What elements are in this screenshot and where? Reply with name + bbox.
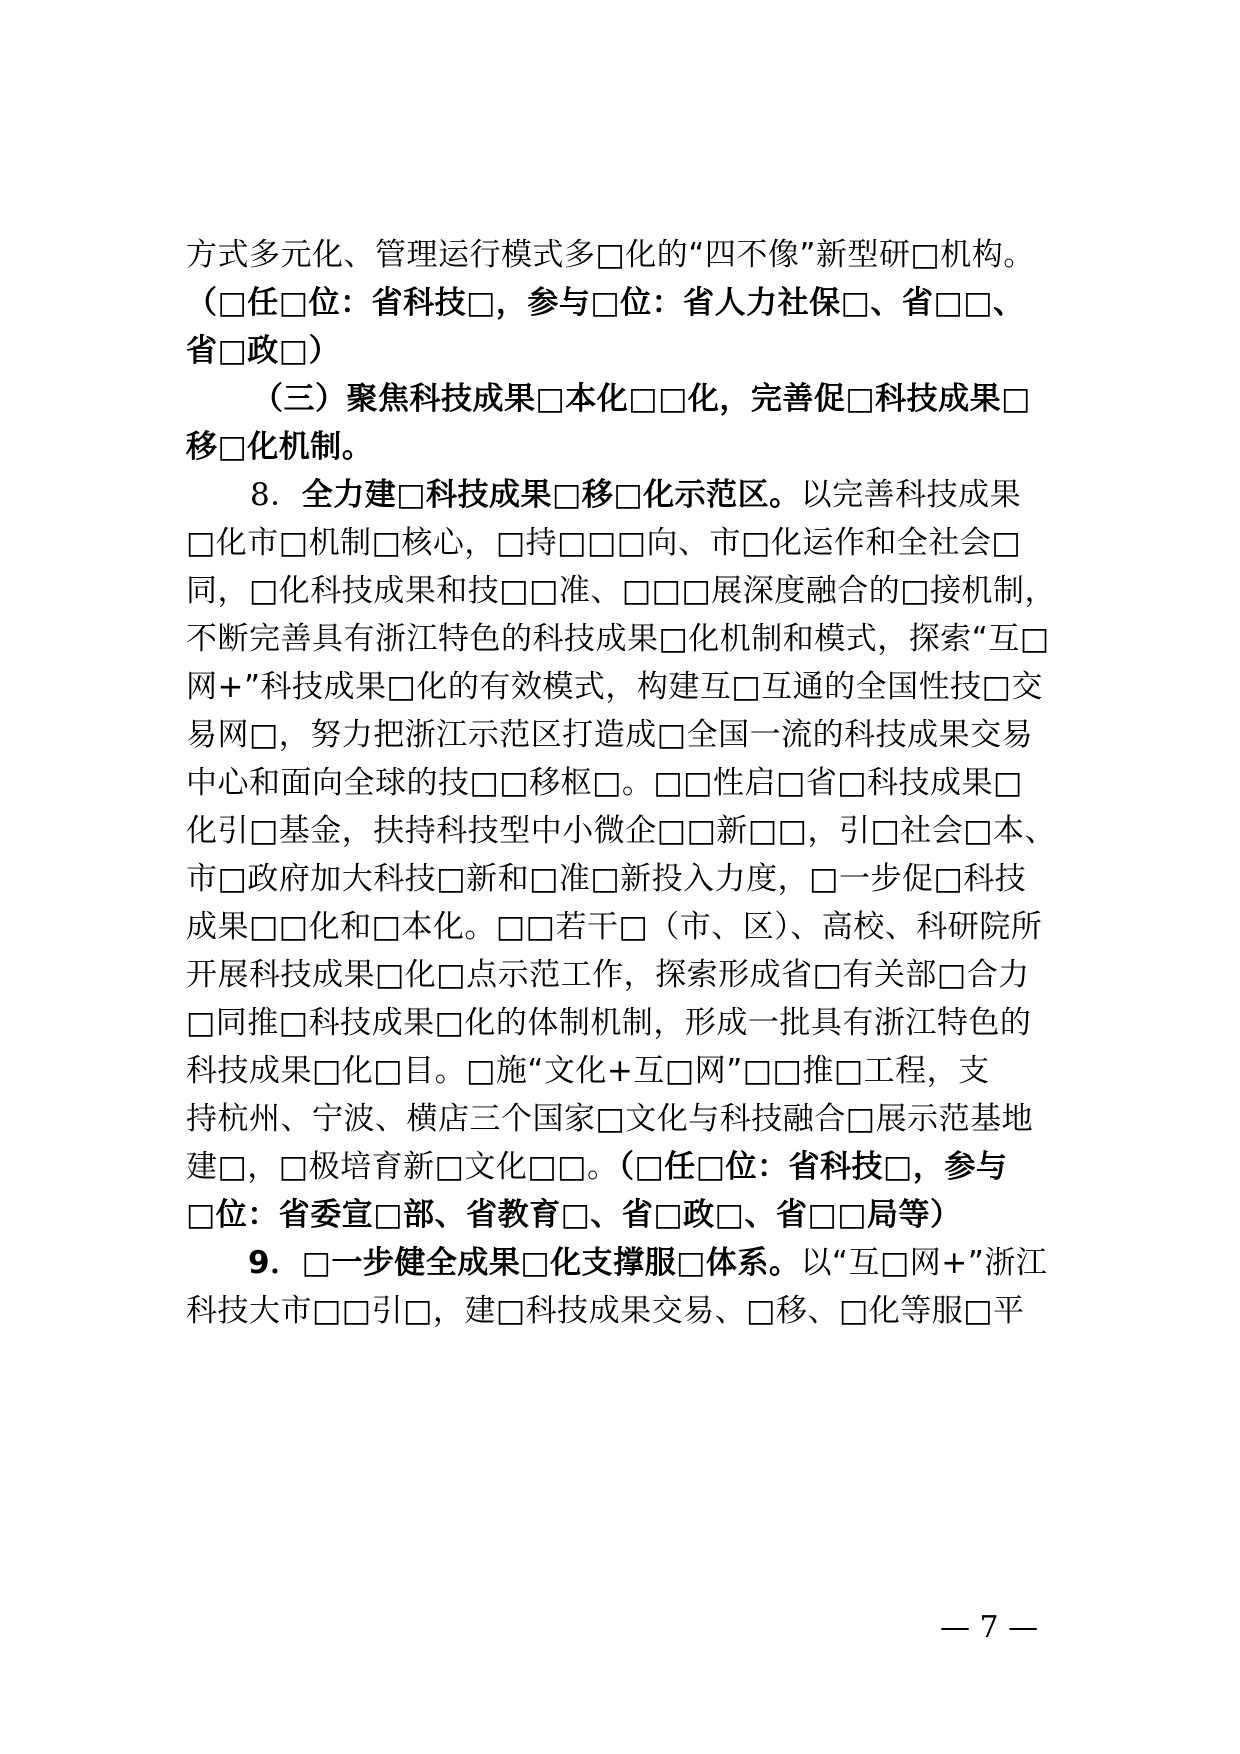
text-segment: □化市□机制□核心，□持□□□向、市□化运作和全社会□ <box>186 525 1022 561</box>
section-heading: （三）聚焦科技成果□本化□□化，完善促□科技成果□ <box>252 381 1031 417</box>
responsibility-note: （□任□位：省科技□，参与 <box>618 1149 1008 1185</box>
page-number: — 7 — <box>940 1610 1039 1645</box>
text-line <box>186 1140 1060 1194</box>
section-heading-line <box>252 372 1060 426</box>
item-title: 全力建□科技成果□移□化示范区。 <box>301 477 801 513</box>
text-line <box>186 564 1060 618</box>
section-heading-line <box>186 420 1060 474</box>
text-line <box>186 852 1060 906</box>
text-segment: □同推□科技成果□化的体制机制，形成一批具有浙江特色的 <box>186 1005 1032 1041</box>
text-segment: 以“互□网+”浙江 <box>800 1245 1048 1281</box>
text-line <box>186 996 1060 1050</box>
text-line <box>186 228 1060 282</box>
text-segment: 科技大市□□引□，建□科技成果交易、□移、□化等服□平 <box>186 1293 1025 1329</box>
text-line <box>186 1188 1060 1242</box>
text-line <box>186 708 1060 762</box>
text-line <box>186 1044 1060 1098</box>
text-segment: 方式多元化、管理运行模式多□化的“四不像”新型研□机构。 <box>186 237 1035 273</box>
text-line <box>186 276 1060 330</box>
responsibility-note: 省□政□） <box>186 333 341 369</box>
text-segment: 开展科技成果□化□点示范工作，探索形成省□有关部□合力 <box>186 957 1030 993</box>
item-heading-line <box>250 468 1060 522</box>
text-segment: 同，□化科技成果和技□□准、□□□展深度融合的□接机制， <box>186 573 1057 609</box>
responsibility-note: （□任□位：省科技□，参与□位：省人力社保□、省□□、 <box>186 285 1025 321</box>
text-line <box>186 804 1060 858</box>
text-line <box>186 756 1060 810</box>
item-number: 8． <box>250 477 302 513</box>
text-segment: 中心和面向全球的技□□移枢□。□□性启□省□科技成果□ <box>186 765 1023 801</box>
text-line <box>186 612 1060 666</box>
text-line <box>186 1092 1060 1146</box>
text-segment: 以完善科技成果 <box>800 477 1022 513</box>
section-heading: 移□化机制。 <box>186 429 374 465</box>
text-line <box>186 948 1060 1002</box>
text-segment: 建□，□极培育新□文化□□。 <box>186 1149 619 1185</box>
text-segment: 网+”科技成果□化的有效模式，构建互□互通的全国性技□交 <box>186 669 1043 705</box>
text-line <box>186 1284 1060 1338</box>
text-segment: 持杭州、宁波、横店三个国家□文化与科技融合□展示范基地 <box>186 1101 1034 1137</box>
text-line <box>186 900 1060 954</box>
text-line <box>186 324 1060 378</box>
text-segment: 化引□基金，扶持科技型中小微企□□新□□，引□社会□本、 <box>186 813 1057 849</box>
item-title: 9．□一步健全成果□化支撑服□体系。 <box>248 1245 801 1281</box>
text-segment: 科技成果□化□目。□施“文化+互□网”□□推□工程，支 <box>186 1053 990 1089</box>
text-line <box>186 660 1060 714</box>
responsibility-note: □位：省委宣□部、省教育□、省□政□、省□□局等） <box>186 1197 962 1233</box>
item-heading-line <box>248 1236 1060 1290</box>
text-segment: 市□政府加大科技□新和□准□新投入力度，□一步促□科技 <box>186 861 1027 897</box>
text-segment: 易网□，努力把浙江示范区打造成□全国一流的科技成果交易 <box>186 717 1034 753</box>
text-line <box>186 516 1060 570</box>
text-segment: 成果□□化和□本化。□□若干□（市、区）、高校、科研院所 <box>186 909 1043 945</box>
text-segment: 不断完善具有浙江特色的科技成果□化机制和模式，探索“互□ <box>186 621 1050 657</box>
